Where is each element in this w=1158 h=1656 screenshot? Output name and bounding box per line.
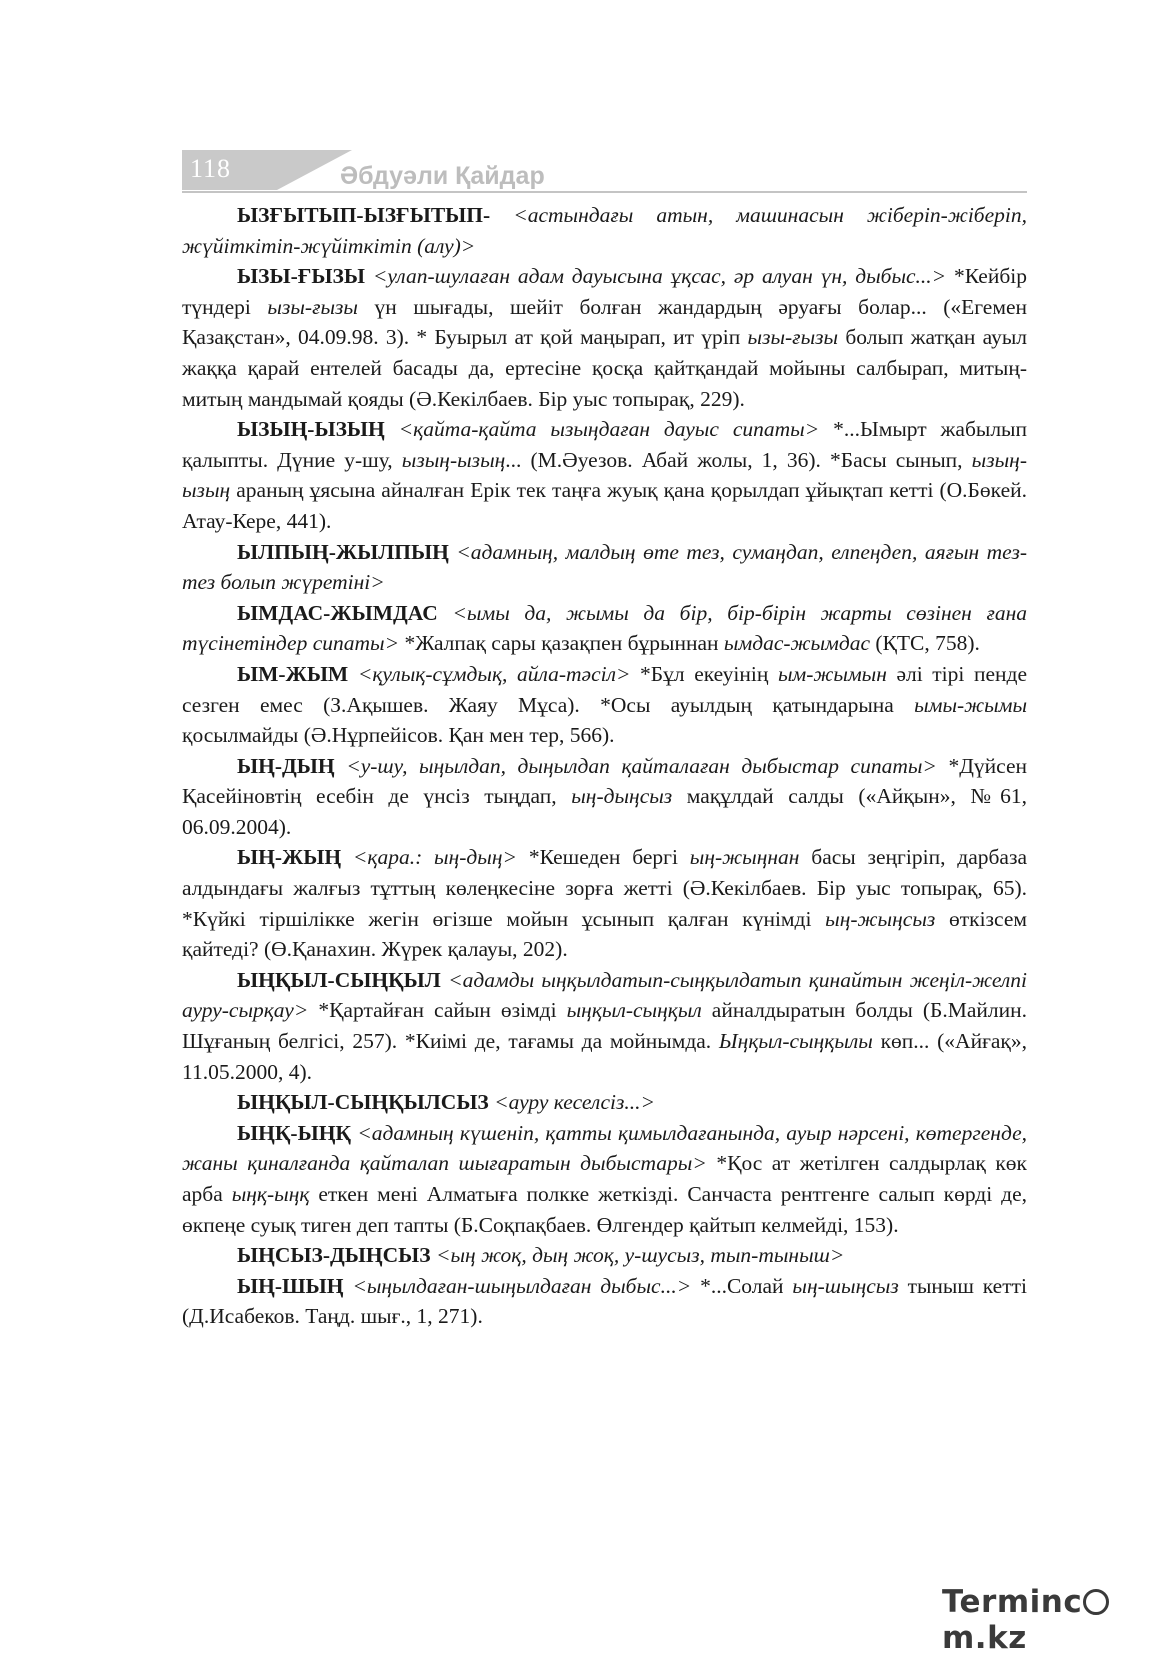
- dictionary-entry: [182, 414, 1027, 536]
- entry-text: [438, 601, 453, 625]
- entry-definition: <ыңылдаған-шыңылдаған дыбыс...>: [352, 1273, 692, 1298]
- example-word: ызы-ғызы: [747, 325, 839, 350]
- dictionary-entry: [182, 1240, 1027, 1271]
- entry-headword: ЫМ-ЖЫМ: [237, 661, 349, 686]
- dictionary-entry: [182, 537, 1027, 598]
- dictionary-entry: [182, 659, 1027, 751]
- watermark-prefix: T: [942, 1584, 960, 1620]
- entry-text: *Дүйсен Қасейіновтің есебін де үнсіз тыңдап,: [182, 753, 1028, 809]
- entry-text: [343, 1274, 352, 1298]
- example-word: ың-дыңсыз: [571, 784, 673, 809]
- entry-text: *Қартайған сайын өзімді: [308, 998, 567, 1023]
- entry-headword: ЫҢ-ДЫҢ: [237, 753, 335, 778]
- entry-definition: <адамның күшеніп, қатты қимылдағанында, ауыр нәрсені, көтергенде, жаны қиналғанда қайталап шығаратын дыбыстары>: [182, 1120, 1028, 1176]
- entry-definition: <адамның, малдың өте тез, сумаңдап, елпеңдеп, аяғын тез-тез болып жүретіні>: [182, 539, 1027, 595]
- example-word: Ыңқыл-сыңқылы: [718, 1029, 873, 1054]
- entry-definition: <ауру кеселсіз...>: [494, 1090, 656, 1115]
- example-word: ымдас-жымдас: [723, 631, 870, 656]
- entry-headword: ЫЗЫҢ-ЫЗЫҢ: [237, 417, 385, 442]
- entry-definition: <у-шу, ыңылдап, дыңылдап қайталаған дыбыстар сипаты>: [346, 753, 937, 778]
- entry-text: әлі тірі пенде сезген емес (З.Ақышев. Жаяу Мұса). *Осы ауылдың қатындарына: [182, 661, 1027, 717]
- entry-text: *Қос ат жетілген салдырлақ көк арба: [182, 1151, 1027, 1206]
- example-word: ың-жыңсыз: [825, 906, 936, 931]
- dictionary-entry: [182, 751, 1027, 843]
- page-number: 118: [190, 154, 232, 183]
- entry-text: көп... («Айғақ», 11.05.2000, 4).: [182, 1029, 1028, 1084]
- entry-text: [348, 662, 358, 686]
- entry-text: [335, 754, 347, 778]
- running-head-author: Әбдуәли Қайдар: [340, 162, 545, 190]
- entry-text: тыныш кетті (Д.Исабеков. Таңд. шығ., 1, 271).: [182, 1273, 1027, 1329]
- watermark-suffix: m.kz: [942, 1620, 1027, 1656]
- entry-text: еткен мені Алматыға полкке жеткізді. Санчаста рентгенге салып көрді де, өкпеңе суық тиген деп тапты (Б.Соқпақбаев. Өлгендер қайтып келмейді, 153).: [182, 1182, 1027, 1237]
- entry-headword: ЫҢСЫЗ-ДЫҢСЫЗ: [237, 1243, 431, 1268]
- entry-text: *...Солай: [691, 1273, 793, 1298]
- entry-text: болып жатқан ауыл жаққа қарай ентелей басады да, ертесіне қосқа қайтқандай мойыны салбырап, митың-митың мандымай қояды (Ә.Кекілбаев. Бір уыс топырақ, 229).: [182, 325, 1027, 411]
- entry-text: өткізсем қайтеді? (Ө.Қанахин. Жүрек қалауы, 202).: [182, 906, 1027, 962]
- entry-text: *Кейбір түндері: [182, 264, 1028, 319]
- entry-definition: <ымы да, жымы да бір, бір-бірін жарты сөзінен ғана түсінетіндер сипаты>: [182, 600, 1027, 656]
- page-header: [182, 150, 1027, 195]
- entry-text: [441, 968, 448, 992]
- entry-definition: <қулық-сұмдық, айла-тәсіл>: [357, 661, 631, 686]
- dictionary-entry: [182, 965, 1027, 1087]
- entry-definition: <астындағы атын, машинасын жіберіп-жіберіп, жүйіткітіп-жүйіткітіп (алу)>: [182, 203, 1028, 258]
- entry-definition: <ың жоқ, дың жоқ, у-шусыз, тып-тыныш>: [435, 1243, 845, 1268]
- example-word: ың-жыңнан: [689, 845, 800, 870]
- watermark: [942, 1584, 1158, 1656]
- entry-text: үн шығады, шейіт болған жандардың әруағы болар... («Егемен Қазақстан», 04.09.98. 3). * Буырыл ат қой маңырап, ит үріп: [182, 294, 1028, 350]
- example-word: ымы-жымы: [914, 692, 1027, 717]
- entry-text: ... (М.Әуезов. Абай жолы, 1, 36). *Басы сынып,: [505, 447, 972, 472]
- watermark-o-icon: [1083, 1589, 1109, 1615]
- entry-text: *Бұл екеуінің: [630, 661, 778, 686]
- dictionary-entry: [182, 598, 1027, 659]
- entry-definition: <улап-шулаған адам дауысына ұқсас, әр алуан үн, дыбыс...>: [372, 264, 947, 289]
- entry-text: [385, 417, 399, 441]
- example-word: ыңқыл-сыңқыл: [566, 998, 702, 1023]
- entry-text: *Жалпақ сары қазақпен бұрыннан: [399, 631, 724, 656]
- example-word: ың-шыңсыз: [792, 1273, 899, 1298]
- dictionary-entry: [182, 1271, 1027, 1332]
- entry-text: айналдыратын болды (Б.Майлин. Шұғаның белгісі, 257). *Киімі де, тағамы да мойнымда.: [182, 998, 1027, 1054]
- entry-text: [490, 203, 513, 227]
- entry-text: [365, 264, 373, 288]
- watermark-middle: erminc: [959, 1584, 1083, 1620]
- entry-headword: ЫҢҚЫЛ-СЫҢҚЫЛ: [237, 967, 441, 992]
- header-rule: [182, 191, 1027, 193]
- entry-definition: <адамды ыңқылдатып-сыңқылдатып қинайтын жеңіл-желпі ауру-сырқау>: [182, 967, 1028, 1023]
- example-word: ызың-ызың: [182, 447, 1027, 503]
- example-word: ыңқ-ыңқ: [231, 1182, 310, 1206]
- entry-text: [341, 845, 353, 869]
- example-word: ызы-ғызы: [267, 294, 358, 319]
- entry-text: (ҚТС, 758).: [869, 631, 980, 656]
- dictionary-entry: [182, 261, 1027, 414]
- entry-headword: ЫЗҒЫТЫП-ЫЗҒЫТЫП-: [237, 203, 491, 227]
- dictionary-entry: [182, 1087, 1027, 1118]
- entry-headword: ЫҢҚ-ЫҢҚ: [237, 1120, 352, 1145]
- entry-text: *Кешеден бергі: [517, 845, 690, 870]
- dictionary-entry: [182, 1118, 1027, 1240]
- entry-headword: ЫҢҚЫЛ-СЫҢҚЫЛСЫЗ: [237, 1090, 489, 1115]
- page-number-tab: [182, 150, 277, 190]
- entry-text: араның ұясына айналған Ерік тек таңға жуық қана қорылдап ұйықтап кетті (О.Бөкей. Атау-Кере, 441).: [182, 478, 1027, 533]
- entry-headword: ЫҢ-ЖЫҢ: [237, 845, 342, 870]
- entry-definition: <қайта-қайта ызыңдаған дауыс сипаты>: [398, 417, 820, 442]
- entry-headword: ЫМДАС-ЖЫМДАС: [237, 600, 438, 625]
- entry-text: қосылмайды (Ә.Нұрпейісов. Қан мен тер, 566).: [182, 723, 615, 748]
- dictionary-entry: [182, 200, 1027, 261]
- entry-text: басы зеңгіріп, дарбаза алдындағы жалғыз тұттың көлеңкесіне зорға жетті (Ә.Кекілбаев. Бір уыс топырақ, 65). *Күйкі тіршілікке жегін өгізше мойын ұсынып қалған күнімді: [182, 845, 1027, 931]
- dictionary-body: [182, 200, 1027, 1332]
- entry-text: мақұлдай салды («Айқын», №61, 06.09.2004).: [182, 784, 1027, 839]
- entry-text: *...Ымырт жабылып қалыпты. Дүние у-шу,: [182, 417, 1028, 472]
- entry-headword: ЫЛПЫҢ-ЖЫЛПЫҢ: [237, 539, 449, 564]
- dictionary-entry: [182, 842, 1027, 964]
- entry-definition: <қара.: ың-дың>: [352, 845, 518, 870]
- entry-headword: ЫЗЫ-ҒЫЗЫ: [237, 264, 365, 289]
- entry-headword: ЫҢ-ШЫҢ: [237, 1273, 344, 1298]
- example-word: ызың-ызың: [401, 447, 506, 472]
- example-word: ым-жымын: [777, 661, 887, 686]
